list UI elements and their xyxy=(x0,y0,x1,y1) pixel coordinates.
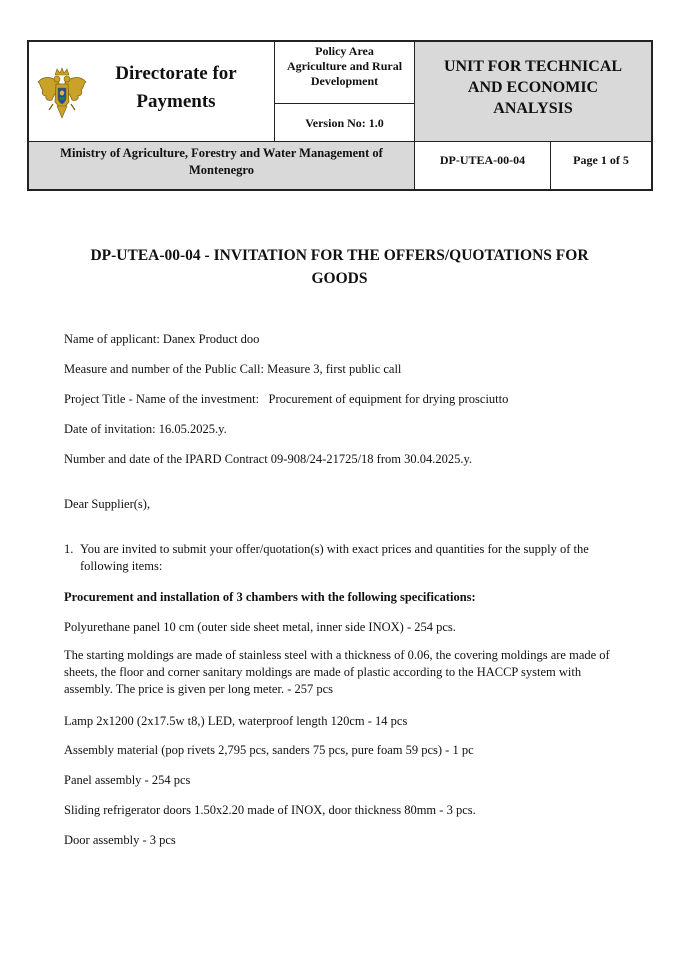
title-line-1: DP-UTEA-00-04 - INVITATION FOR THE OFFERS/QUOTATIONS FOR xyxy=(90,247,589,264)
measure-line: Measure and number of the Public Call: Measure 3, first public call xyxy=(64,362,402,376)
item-number: 1. xyxy=(64,542,74,556)
salutation: Dear Supplier(s), xyxy=(64,497,151,511)
document-title xyxy=(60,244,619,290)
spec-item: Assembly material (pop rivets 2,795 pcs, sanders 75 pcs, pure foam 59 pcs) - 1 pc xyxy=(64,743,474,757)
ipard-contract-line: Number and date of the IPARD Contract 09-908/24-21725/18 from 30.04.2025.y. xyxy=(64,452,473,466)
spec-item: Lamp 2x1200 (2x17.5w t8,) LED, waterproof length 120cm - 14 pcs xyxy=(64,714,408,728)
project-title-line: Project Title - Name of the investment: Procurement of equipment for drying prosciutto xyxy=(64,392,509,406)
policy-line-3: Development xyxy=(310,74,379,88)
spec-item: Panel assembly - 254 pcs xyxy=(64,773,191,787)
ministry-line-1: Ministry of Agriculture, Forestry and Water Management of xyxy=(60,146,383,160)
directorate-title xyxy=(97,60,255,116)
montenegro-coat-of-arms-icon xyxy=(35,66,89,122)
ministry-line-2: Montenegro xyxy=(188,163,255,177)
ministry-cell xyxy=(29,142,415,189)
directorate-line-1: Directorate for xyxy=(115,63,237,84)
applicant-name-line: Name of applicant: Danex Product doo xyxy=(64,332,260,346)
spec-item: Polyurethane panel 10 cm (outer side sheet metal, inner side INOX) - 254 pcs. xyxy=(64,620,456,634)
directorate-cell xyxy=(29,42,275,142)
document-header xyxy=(27,40,653,191)
unit-cell xyxy=(415,42,651,142)
spec-item: Sliding refrigerator doors 1.50x2.20 made of INOX, door thickness 80mm - 3 pcs. xyxy=(64,803,476,817)
directorate-line-2: Payments xyxy=(136,91,216,112)
policy-area-cell xyxy=(275,42,415,104)
policy-line-1: Policy Area xyxy=(315,44,374,58)
document-code-cell: DP-UTEA-00-04 xyxy=(415,142,551,189)
item-text: You are invited to submit your offer/quotation(s) with exact prices and quantities for the supply of the following items: xyxy=(80,542,589,573)
invitation-date-line: Date of invitation: 16.05.2025.y. xyxy=(64,422,227,436)
title-line-2: GOODS xyxy=(311,270,368,287)
version-cell: Version No: 1.0 xyxy=(275,104,415,142)
procurement-heading: Procurement and installation of 3 chambers with the following specifications: xyxy=(64,590,476,604)
unit-line-2: AND ECONOMIC xyxy=(467,79,599,96)
numbered-item-1 xyxy=(64,541,620,575)
unit-line-3: ANALYSIS xyxy=(493,100,573,117)
policy-line-2: Agriculture and Rural xyxy=(286,59,403,73)
spec-item: The starting moldings are made of stainless steel with a thickness of 0.06, the covering moldings are made of sheets, the floor and corner sanitary moldings are made of plastic according to the HACCP system with assembly. The price is given per long meter. - 257 pcs xyxy=(64,648,610,696)
unit-line-1: UNIT FOR TECHNICAL xyxy=(443,58,623,75)
spec-item: Door assembly - 3 pcs xyxy=(64,833,176,847)
page-number-cell: Page 1 of 5 xyxy=(573,153,629,167)
